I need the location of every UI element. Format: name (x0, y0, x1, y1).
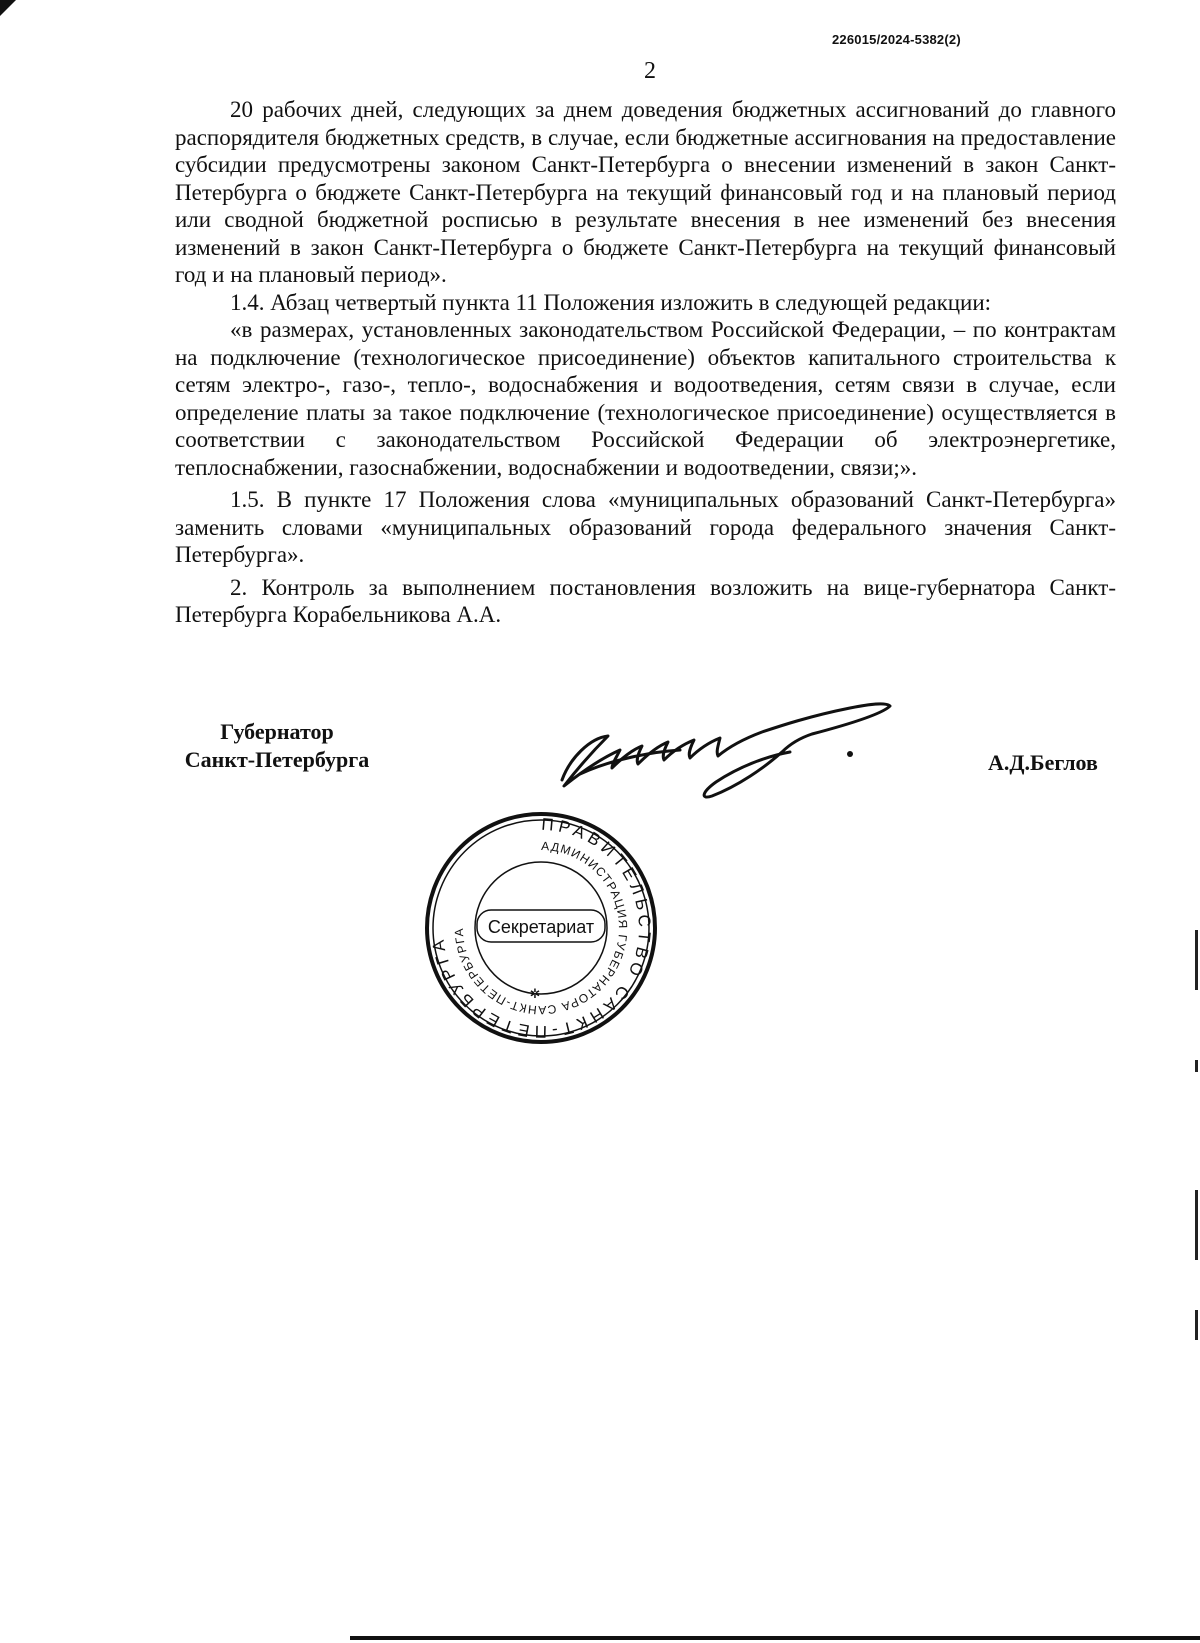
paragraph-1-4-text: «в размерах, установленных законодательством Российской Федерации, – по контрактам на подключение (технологическое присоединение) объектов капитального строительства к сетям электро-, газо-, тепло-, водоснабжения и водоотведения, сетям связи в случае, если определение платы за такое подключение (технологическое присоединение) осуществляется в соответствии с законодательством Российской Федерации об электроэнергетике, теплоснабжении, газоснабжении, водоснабжении и водоотведении, связи;». (175, 317, 1116, 480)
signatory-name: А.Д.Беглов (988, 750, 1098, 775)
paragraph-budget-continuation: 20 рабочих дней, следующих за днем доведения бюджетных ассигнований до главного распорядителя бюджетных средств, в случае, если бюджетные ассигнования на предоставление субсидии предусмотрены законом Санкт-Петербурга о внесении изменений в закон Санкт-Петербурга о бюджете Санкт-Петербурга на текущий финансовый год и на плановый период или сводной бюджетной росписью в результате внесения в нее изменений без внесения изменений в закон Санкт-Петербурга о бюджете Санкт-Петербурга на текущий финансовый год и на плановый период». (175, 97, 1116, 287)
signatory-title-line1: Губернатор (220, 719, 334, 744)
paragraph-2: 2. Контроль за выполнением постановления возложить на вице-губернатора Санкт-Петербурга Корабельникова А.А. (175, 574, 1116, 627)
paragraph-1-5: 1.5. В пункте 17 Положения слова «муниципальных образований Санкт-Петербурга» заменить словами «муниципальных образований города федерального значения Санкт-Петербурга». (175, 487, 1116, 567)
paragraph-1-4: 1.4. Абзац четвертый пункта 11 Положения изложить в следующей редакции: (230, 289, 992, 315)
document-body (175, 96, 1116, 634)
official-stamp (423, 810, 659, 1046)
signatory-title (172, 718, 382, 774)
registration-number: 226015/2024-5382(2) (832, 32, 961, 47)
signatory-title-line2: Санкт-Петербурга (184, 747, 370, 772)
handwritten-signature (550, 688, 910, 808)
page-number: 2 (644, 58, 656, 84)
scan-corner-mark (0, 0, 16, 16)
stamp-outer-text: ПРАВИТЕЛЬСТВО САНКТ-ПЕТЕРБУРГА (428, 814, 655, 1042)
stamp-inner-text: АДМИНИСТРАЦИЯ ГУБЕРНАТОРА САНКТ-ПЕТЕРБУРГА (451, 838, 631, 1018)
stamp-center-text: Секретариат (487, 917, 595, 937)
stamp-star-icon: ✲ (529, 986, 541, 1001)
scan-edge-marks (1192, 890, 1200, 1640)
scan-bottom-edge (350, 1636, 1200, 1640)
